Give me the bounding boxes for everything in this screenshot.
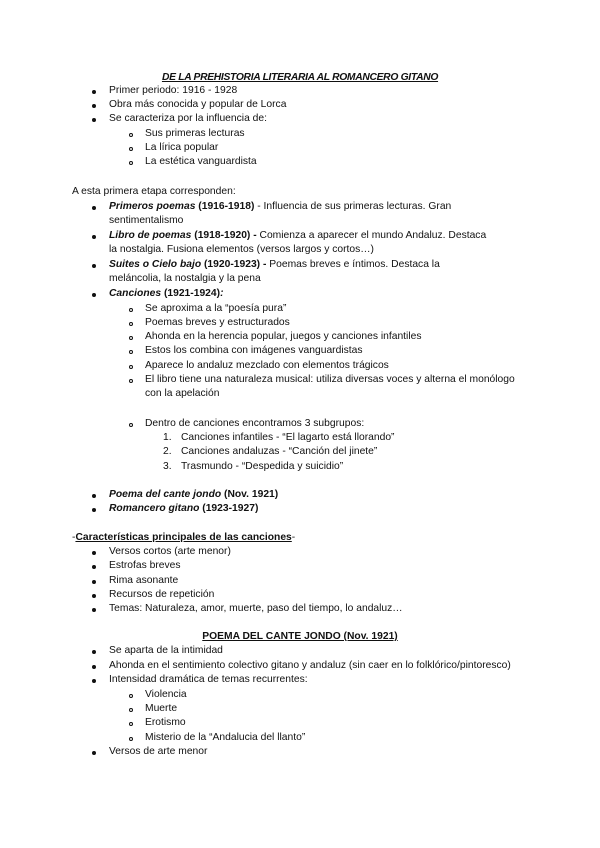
work-item <box>109 258 489 287</box>
work-years: (1923-1927) <box>202 503 259 514</box>
bullet-icon <box>92 235 96 239</box>
list-item: Sus primeras lecturas <box>145 128 245 139</box>
list-item: La estética vanguardista <box>145 156 257 167</box>
bullet-icon <box>92 494 96 498</box>
work-description: : <box>220 288 224 299</box>
work-years: (1916-1918) <box>198 201 255 212</box>
circle-bullet-icon <box>129 722 133 726</box>
bullet-icon <box>92 580 96 584</box>
list-item: Estos los combina con imágenes vanguardistas <box>145 345 363 356</box>
work-item <box>109 200 489 229</box>
list-item: Rima asonante <box>109 575 179 586</box>
work-title: Suites o Cielo bajo <box>109 259 202 270</box>
bullet-icon <box>92 508 96 512</box>
stage-intro: A esta primera etapa corresponden: <box>72 186 236 197</box>
list-item: Canciones infantiles - “El lagarto está llorando” <box>181 432 395 443</box>
list-item: La lírica popular <box>145 142 219 153</box>
bullet-icon <box>92 650 96 654</box>
list-item: Recursos de repetición <box>109 589 215 600</box>
list-item: Versos de arte menor <box>109 746 208 757</box>
circle-bullet-icon <box>129 350 133 354</box>
circle-bullet-icon <box>129 133 133 137</box>
bullet-icon <box>92 594 96 598</box>
list-item: Intensidad dramática de temas recurrentes: <box>109 674 308 685</box>
work-item <box>109 229 489 258</box>
circle-bullet-icon <box>129 708 133 712</box>
list-item: El libro tiene una naturaleza musical: utiliza diversas voces y alterna el monólogo con la apelación <box>145 374 515 400</box>
work-description: Poemas breves e íntimos. Destaca la meláncolia, la nostalgia y la pena <box>109 259 440 285</box>
list-number: 3. <box>163 461 172 472</box>
work-item <box>109 502 258 516</box>
list-item: Se caracteriza por la influencia de: <box>109 113 267 124</box>
circle-bullet-icon <box>129 365 133 369</box>
bullet-icon <box>92 551 96 555</box>
circle-bullet-icon <box>129 161 133 165</box>
bullet-icon <box>92 293 96 297</box>
list-item: Ahonda en el sentimiento colectivo gitano y andaluz (sin caer en lo folklórico/pintoresco) <box>109 660 511 671</box>
work-title: Libro de poemas <box>109 230 192 241</box>
list-item: Versos cortos (arte menor) <box>109 546 231 557</box>
work-title: Romancero gitano <box>109 503 200 514</box>
list-item: Aparece lo andaluz mezclado con elementos trágicos <box>145 360 389 371</box>
list-item: Temas: Naturaleza, amor, muerte, paso del tiempo, lo andaluz… <box>109 603 403 614</box>
bullet-icon <box>92 679 96 683</box>
list-item: Primer periodo: 1916 - 1928 <box>109 85 238 96</box>
work-years: (1918-1920) - <box>194 230 257 241</box>
list-item: Erotismo <box>145 717 186 728</box>
document-title: DE LA PREHISTORIA LITERARIA AL ROMANCERO GITANO <box>161 72 439 83</box>
list-item: Misterio de la “Andalucia del llanto” <box>145 732 306 743</box>
section-title: POEMA DEL CANTE JONDO (Nov. 1921) <box>202 631 398 642</box>
list-item: Estrofas breves <box>109 560 181 571</box>
list-item: Se aproxima a la “poesía pura” <box>145 303 287 314</box>
bullet-icon <box>92 104 96 108</box>
bullet-icon <box>92 90 96 94</box>
circle-bullet-icon <box>129 322 133 326</box>
list-item: Canciones andaluzas - “Canción del jinete” <box>181 446 378 457</box>
bullet-icon <box>92 118 96 122</box>
work-item <box>109 488 278 502</box>
work-years: (1921-1924) <box>163 288 221 299</box>
list-item: Muerte <box>145 703 178 714</box>
bullet-icon <box>92 565 96 569</box>
list-item: Ahonda en la herencia popular, juegos y canciones infantiles <box>145 331 422 342</box>
circle-bullet-icon <box>129 379 133 383</box>
list-item: Se aparta de la intimidad <box>109 645 223 656</box>
list-item: Obra más conocida y popular de Lorca <box>109 99 287 110</box>
list-number: 2. <box>163 446 172 457</box>
list-item: Poemas breves y estructurados <box>145 317 290 328</box>
list-number: 1. <box>163 432 172 443</box>
work-years: (1920-1923) - <box>204 259 267 270</box>
bullet-icon <box>92 751 96 755</box>
work-title: Poema del cante jondo <box>109 489 222 500</box>
circle-bullet-icon <box>129 694 133 698</box>
work-years: (Nov. 1921) <box>224 489 279 500</box>
circle-bullet-icon <box>129 336 133 340</box>
bullet-icon <box>92 206 96 210</box>
circle-bullet-icon <box>129 147 133 151</box>
work-description: - Influencia de sus primeras lecturas. Gran sentimentalismo <box>109 201 452 227</box>
work-description: Comienza a aparecer el mundo Andaluz. Destaca la nostalgia. Fusiona elementos (versos largos y cortos…) <box>109 230 487 256</box>
work-title: Primeros poemas <box>109 201 196 212</box>
bullet-icon <box>92 665 96 669</box>
list-item: Violencia <box>145 689 187 700</box>
work-item <box>109 287 224 301</box>
circle-bullet-icon <box>129 737 133 741</box>
subgroups-intro: Dentro de canciones encontramos 3 subgrupos: <box>145 418 365 429</box>
list-item: Trasmundo - “Despedida y suicidio” <box>181 461 344 472</box>
circle-bullet-icon <box>129 423 133 427</box>
bullet-icon <box>92 608 96 612</box>
circle-bullet-icon <box>129 308 133 312</box>
work-title: Canciones <box>109 288 162 299</box>
section-heading: -Características principales de las canciones- <box>72 532 296 543</box>
bullet-icon <box>92 264 96 268</box>
